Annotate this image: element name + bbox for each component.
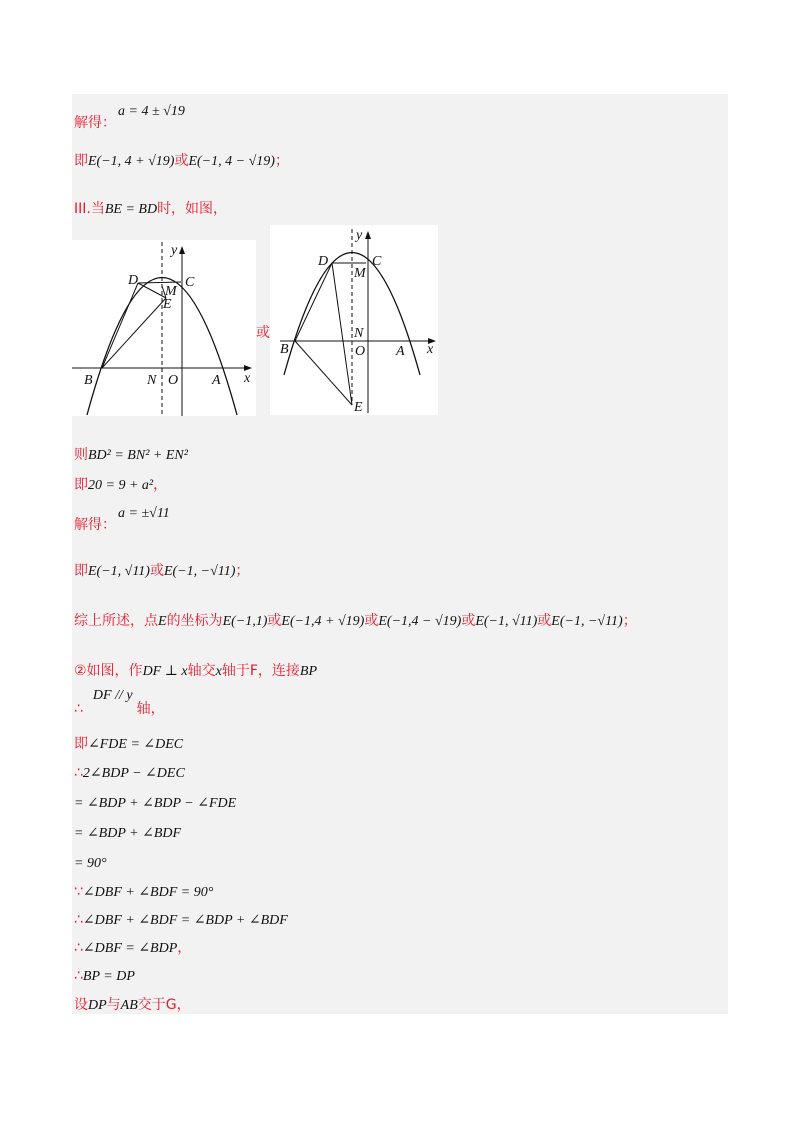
text-prefix: 即 [74,477,88,493]
label-y: y [171,243,178,258]
text-suffix: 轴， [136,701,165,717]
math-expression: E(−1, −√11) [551,614,623,629]
label-D: D [318,254,329,269]
label-M: M [354,266,366,281]
label-O: O [168,373,179,388]
label-N: N [147,373,157,388]
math-expression: BP = DP [82,969,135,984]
label-A: A [212,373,221,388]
text-or: 或 [537,613,552,629]
solution-line-1 [74,104,185,131]
math-expression: ∠DBF = ∠BDP [82,941,178,956]
text-prefix: ∴ [74,912,83,928]
solution-line-2 [74,150,289,170]
math-expression: E(−1, −√11) [163,564,236,579]
math-expression: = ∠BDP + ∠BDF [74,826,182,841]
math-expression: E(−1,4 + √19) [281,614,365,629]
solution-line-15 [74,852,107,872]
solve-label: 解得： [74,115,116,131]
math-expression: E(−1, √11) [475,614,538,629]
math-expression: = ∠BDP + ∠BDP − ∠FDE [74,796,237,811]
solution-line-10 [74,688,165,717]
label-B: B [84,373,93,388]
label-O: O [355,344,366,359]
math-expression: E(−1, √11) [88,564,150,579]
math-expression: E(−1, 4 + √19) [88,154,175,169]
text-or: 或 [174,153,189,169]
solution-line-9 [74,660,317,680]
text-or: 或 [149,563,164,579]
solution-line-17 [74,909,288,929]
math-expression: ∠DBF + ∠BDF = ∠BDP + ∠BDF [82,913,288,928]
math-expression: 2∠BDP − ∠DEC [82,766,185,781]
label-N: N [354,326,364,341]
solution-line-11 [74,733,183,753]
text-mid: 与 [106,997,121,1013]
text-suffix: ； [235,563,250,579]
solution-line-13 [74,792,236,812]
math-expression: E(−1,4 − √19) [378,614,462,629]
label-C: C [185,275,195,290]
math-expression: BP [299,664,317,679]
math-expression: ∠DBF + ∠BDF = 90° [82,885,214,900]
text-prefix: III.当 [74,201,105,217]
figure-2 [270,225,438,415]
label-C: C [372,254,382,269]
math-expression: BD² = BN² + EN² [88,448,188,463]
text-suffix: ； [274,153,289,169]
text-prefix: ∴ [74,765,83,781]
math-expression: DF ⊥ x [142,664,188,679]
solution-line-8 [74,610,637,630]
math-expression: DF // y [92,688,133,703]
label-y: y [356,228,363,243]
text-mid: 轴交 [187,663,216,679]
solution-line-12 [74,762,185,782]
math-expression: E(−1, 4 − √19) [188,154,275,169]
solution-line-3 [74,198,227,218]
text-suffix: ， [177,940,192,956]
solve-label: 解得： [74,517,116,533]
text-suffix: 时，如图， [157,201,228,217]
label-E: E [354,400,363,415]
label-D: D [128,273,139,288]
math-expression: a = ±√11 [118,506,170,521]
math-expression: AB [120,998,138,1013]
solution-line-16 [74,881,213,901]
math-expression: x [215,664,222,679]
text-prefix: 即 [74,563,88,579]
text-prefix: 即 [74,153,88,169]
text-mid: 的坐标为 [166,613,223,629]
solution-line-20 [74,994,191,1014]
solution-line-19 [74,965,135,985]
solution-line-4 [74,444,188,464]
text-prefix: 综上所述，点 [74,613,158,629]
text-prefix: 设 [74,997,88,1013]
solution-line-6 [74,506,170,533]
text-prefix: ∵ [74,884,83,900]
text-or: 或 [364,613,379,629]
label-x: x [427,342,434,357]
figure-1 [72,240,256,416]
text-prefix: ∴ [74,968,83,984]
solution-line-14 [74,822,181,842]
text-prefix: 则 [74,447,88,463]
text-suffix: ， [153,477,168,493]
label-x: x [244,371,251,386]
math-expression: BE = BD [104,202,158,217]
text-prefix: ∴ [74,940,83,956]
math-expression: a = 4 ± √19 [118,104,185,119]
solution-line-18 [74,937,191,957]
label-E: E [163,297,172,312]
text-prefix: ②如图，作 [74,663,143,679]
text-or: 或 [461,613,476,629]
figure-1-svg [72,240,256,416]
label-B: B [280,342,289,357]
text-or-between-figures: 或 [256,325,270,341]
math-expression: = 90° [74,856,107,871]
label-A: A [396,344,405,359]
math-expression: ∠FDE = ∠DEC [88,737,184,752]
text-prefix: 即 [74,736,88,752]
figure-2-svg [270,225,438,415]
label-M: M [165,284,177,299]
math-expression: DP [88,998,107,1013]
solution-line-7 [74,560,249,580]
math-expression: 20 = 9 + a² [88,478,154,493]
text-or: 或 [267,613,282,629]
solution-line-5 [74,474,167,494]
math-expression: E(−1,1) [222,614,268,629]
text-suffix: ； [622,613,637,629]
text-suffix: 交于G， [137,997,191,1013]
text-prefix: ∴ [74,701,83,717]
math-expression: E [158,614,167,629]
text-mid: 轴于F，连接 [221,663,300,679]
